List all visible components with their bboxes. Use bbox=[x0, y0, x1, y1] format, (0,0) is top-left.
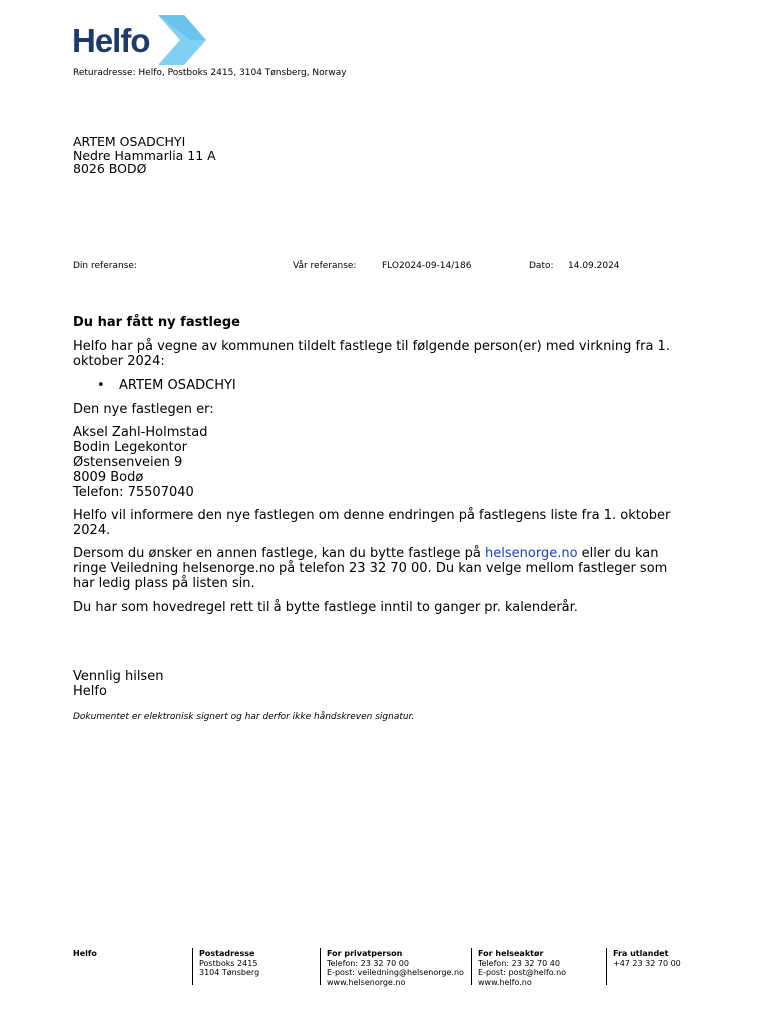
footer-abroad-phone: +47 23 32 70 00 bbox=[613, 958, 681, 968]
recipient-name: ARTEM OSADCHYI bbox=[73, 134, 186, 149]
doctor-address bbox=[73, 425, 207, 500]
footer-health-web: www.helfo.no bbox=[478, 977, 532, 987]
new-doctor-label: Den nye fastlegen er: bbox=[73, 402, 214, 417]
closing-greeting: Vennlig hilsen bbox=[73, 669, 164, 684]
footer-private bbox=[327, 949, 464, 987]
footer-abroad-head: Fra utlandet bbox=[613, 949, 669, 958]
recipient-address bbox=[73, 135, 216, 176]
signature-note: Dokumentet er elektronisk signert og har derfor ikke håndskreven signatur. bbox=[73, 712, 415, 722]
doctor-office: Bodin Legekontor bbox=[73, 440, 188, 455]
inform-paragraph: Helfo vil informere den nye fastlegen om denne endringen på fastlegens liste fra 1. oktober 2024. bbox=[73, 508, 671, 538]
footer-post bbox=[199, 949, 259, 978]
dato-label: Dato: bbox=[529, 261, 554, 271]
footer-private-head: For privatperson bbox=[327, 949, 403, 958]
footer-private-phone: Telefon: 23 32 70 00 bbox=[327, 958, 409, 968]
dato-value: 14.09.2024 bbox=[568, 261, 620, 271]
change-text-post: eller du kan ringe Veiledning helsenorge.no på telefon 23 32 70 00. Du kan velge mellom fastleger som har ledig plass på listen sin. bbox=[73, 546, 668, 591]
chevron-logo-icon bbox=[156, 14, 208, 66]
footer-post-line2: 3104 Tønsberg bbox=[199, 968, 260, 977]
recipient-street: Nedre Hammarlia 11 A bbox=[73, 147, 216, 163]
closing-sender: Helfo bbox=[73, 684, 107, 699]
helfo-logo bbox=[72, 14, 212, 66]
footer-org bbox=[73, 949, 97, 959]
footer-divider bbox=[606, 948, 607, 985]
din-referanse-label: Din referanse: bbox=[73, 261, 137, 271]
logo-text: Helfo bbox=[72, 22, 150, 59]
change-paragraph bbox=[73, 546, 683, 591]
footer-divider bbox=[192, 948, 193, 985]
footer-post-head: Postadresse bbox=[199, 949, 255, 958]
footer-org-name: Helfo bbox=[73, 949, 97, 958]
footer-abroad bbox=[613, 949, 681, 968]
footer-divider bbox=[320, 948, 321, 985]
rule-paragraph: Du har som hovedregel rett til å bytte fastlege inntil to ganger pr. kalenderår. bbox=[73, 600, 578, 615]
intro-paragraph: Helfo har på vegne av kommunen tildelt fastlege til følgende person(er) med virkning fra 1. oktober 2024: bbox=[73, 339, 670, 369]
letter-heading: Du har fått ny fastlege bbox=[73, 315, 240, 330]
footer-health bbox=[478, 949, 566, 987]
footer-health-phone: Telefon: 23 32 70 40 bbox=[478, 958, 560, 968]
doctor-name: Aksel Zahl-Holmstad bbox=[73, 425, 208, 440]
doctor-street: Østensenveien 9 bbox=[73, 455, 183, 470]
doctor-postal: 8009 Bodø bbox=[73, 470, 144, 485]
bullet-icon: • bbox=[97, 378, 105, 393]
footer-health-email: E-post: post@helfo.no bbox=[478, 968, 567, 977]
helsenorge-link[interactable]: helsenorge.no bbox=[485, 546, 578, 561]
footer-post-line1: Postboks 2415 bbox=[199, 958, 258, 968]
person-item: ARTEM OSADCHYI bbox=[119, 378, 236, 393]
footer-divider bbox=[471, 948, 472, 985]
footer-health-head: For helseaktør bbox=[478, 949, 544, 958]
var-referanse-value: FLO2024-09-14/186 bbox=[382, 261, 472, 271]
footer-private-web: www.helsenorge.no bbox=[327, 977, 406, 987]
recipient-postal: 8026 BODØ bbox=[73, 161, 147, 176]
footer-private-email: E-post: veiledning@helsenorge.no bbox=[327, 968, 464, 977]
closing bbox=[73, 669, 163, 699]
doctor-phone: Telefon: 75507040 bbox=[73, 485, 194, 500]
var-referanse-label: Vår referanse: bbox=[293, 261, 357, 271]
change-text-pre: Dersom du ønsker en annen fastlege, kan du bytte fastlege på bbox=[73, 546, 486, 561]
return-address: Returadresse: Helfo, Postboks 2415, 3104 Tønsberg, Norway bbox=[73, 68, 347, 78]
